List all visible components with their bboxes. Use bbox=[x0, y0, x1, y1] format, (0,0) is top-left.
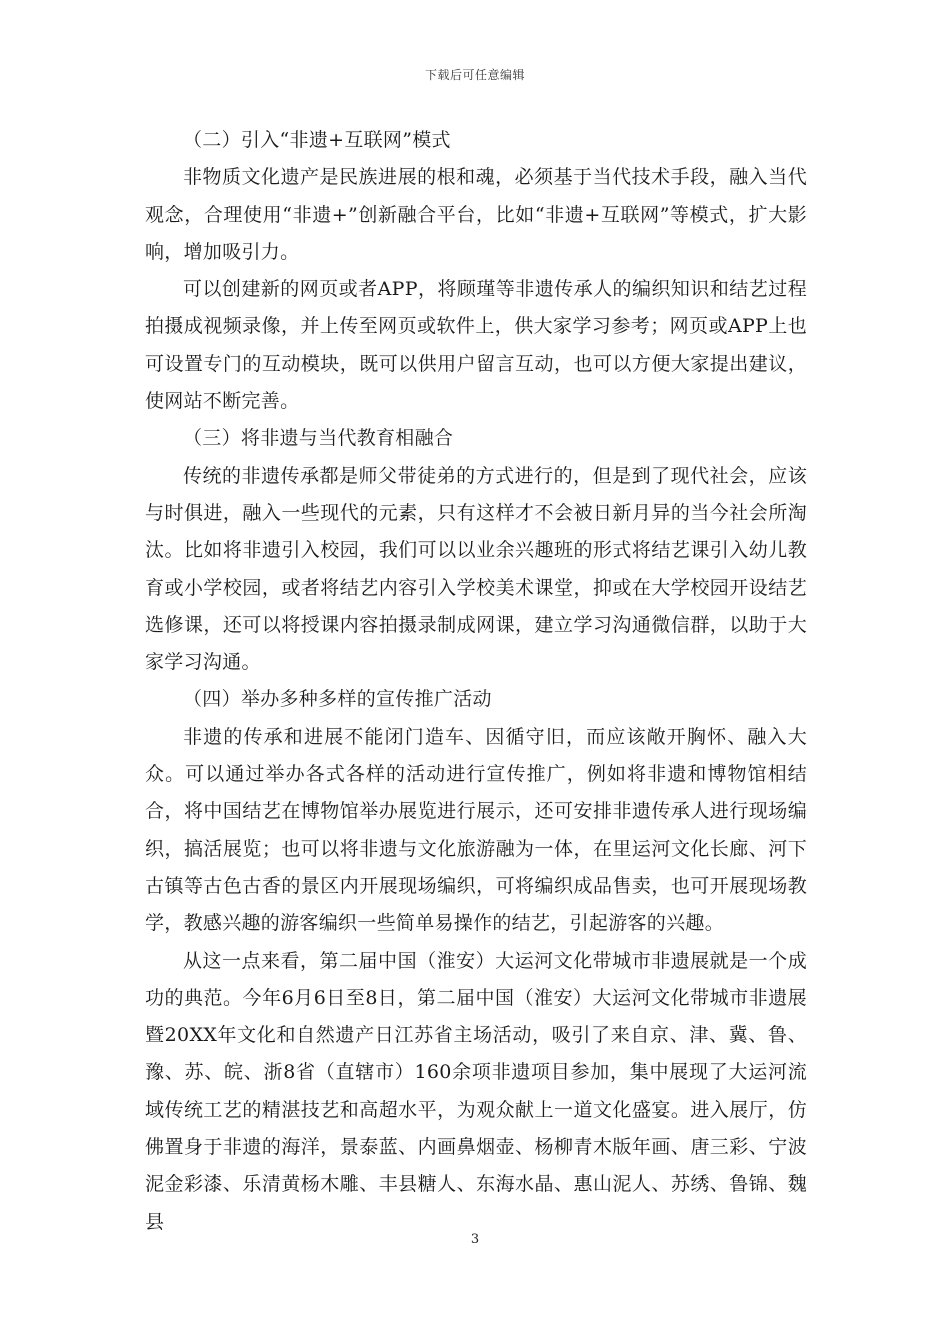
section-heading-2: （二）引入“非遗+互联网”模式 bbox=[183, 129, 451, 151]
paragraph: 可以创建新的网页或者APP，将顾瑾等非遗传承人的编织知识和结艺过程拍摄成视频录像，并上传至网页或软件上，供大家学习参考；网页或APP上也可设置专门的互动模块，既可以供用户留言互动，也可以方便大家提出建议，使网站不断完善。 bbox=[145, 278, 807, 413]
paragraph: 从这一点来看，第二届中国（淮安）大运河文化带城市非遗展就是一个成功的典范。今年6月6日至8日，第二届中国（淮安）大运河文化带城市非遗展暨20XX年文化和自然遗产日江苏省主场活动，吸引了来自京、津、冀、鲁、豫、苏、皖、浙8省（直辖市）160余项非遗项目参加，集中展现了大运河流域传统工艺的精湛技艺和高超水平，为观众献上一道文化盛宴。进入展厅，仿佛置身于非遗的海洋，景泰蓝、内画鼻烟壶、杨柳青木版年画、唐三彩、宁波泥金彩漆、乐清黄杨木雕、丰县糖人、东海水晶、惠山泥人、苏绣、鲁锦、魏县 bbox=[145, 949, 807, 1233]
paragraph: 非遗的传承和进展不能闭门造车、因循守旧，而应该敞开胸怀、融入大众。可以通过举办各式各样的活动进行宣传推广，例如将非遗和博物馆相结合，将中国结艺在博物馆举办展览进行展示，还可安排非遗传承人进行现场编织，搞活展览；也可以将非遗与文化旅游融为一体，在里运河文化长廊、河下古镇等古色古香的景区内开展现场编织，可将编织成品售卖，也可开展现场教学，教感兴趣的游客编织一些简单易操作的结艺，引起游客的兴趣。 bbox=[145, 725, 807, 935]
section-heading-3: （三）将非遗与当代教育相融合 bbox=[183, 427, 454, 450]
section-heading-4: （四）举办多种多样的宣传推广活动 bbox=[183, 688, 492, 711]
page-header: 下载后可任意编辑 bbox=[424, 68, 525, 82]
paragraph: 非物质文化遗产是民族进展的根和魂，必须基于当代技术手段，融入当代观念，合理使用“非遗+”创新融合平台，比如“非遗+互联网”等模式，扩大影响，增加吸引力。 bbox=[145, 166, 807, 263]
paragraph: 传统的非遗传承都是师父带徒弟的方式进行的，但是到了现代社会，应该与时俱进，融入一些现代的元素，只有这样才不会被日新月异的当今社会所淘汰。比如将非遗引入校园，我们可以以业余兴趣班的形式将结艺课引入幼儿教育或小学校园，或者将结艺内容引入学校美术课堂，抑或在大学校园开设结艺选修课，还可以将授课内容拍摄录制成网课，建立学习沟通微信群，以助于大家学习沟通。 bbox=[145, 464, 807, 674]
page-number: 3 bbox=[470, 1232, 480, 1247]
document-body bbox=[145, 122, 807, 1241]
